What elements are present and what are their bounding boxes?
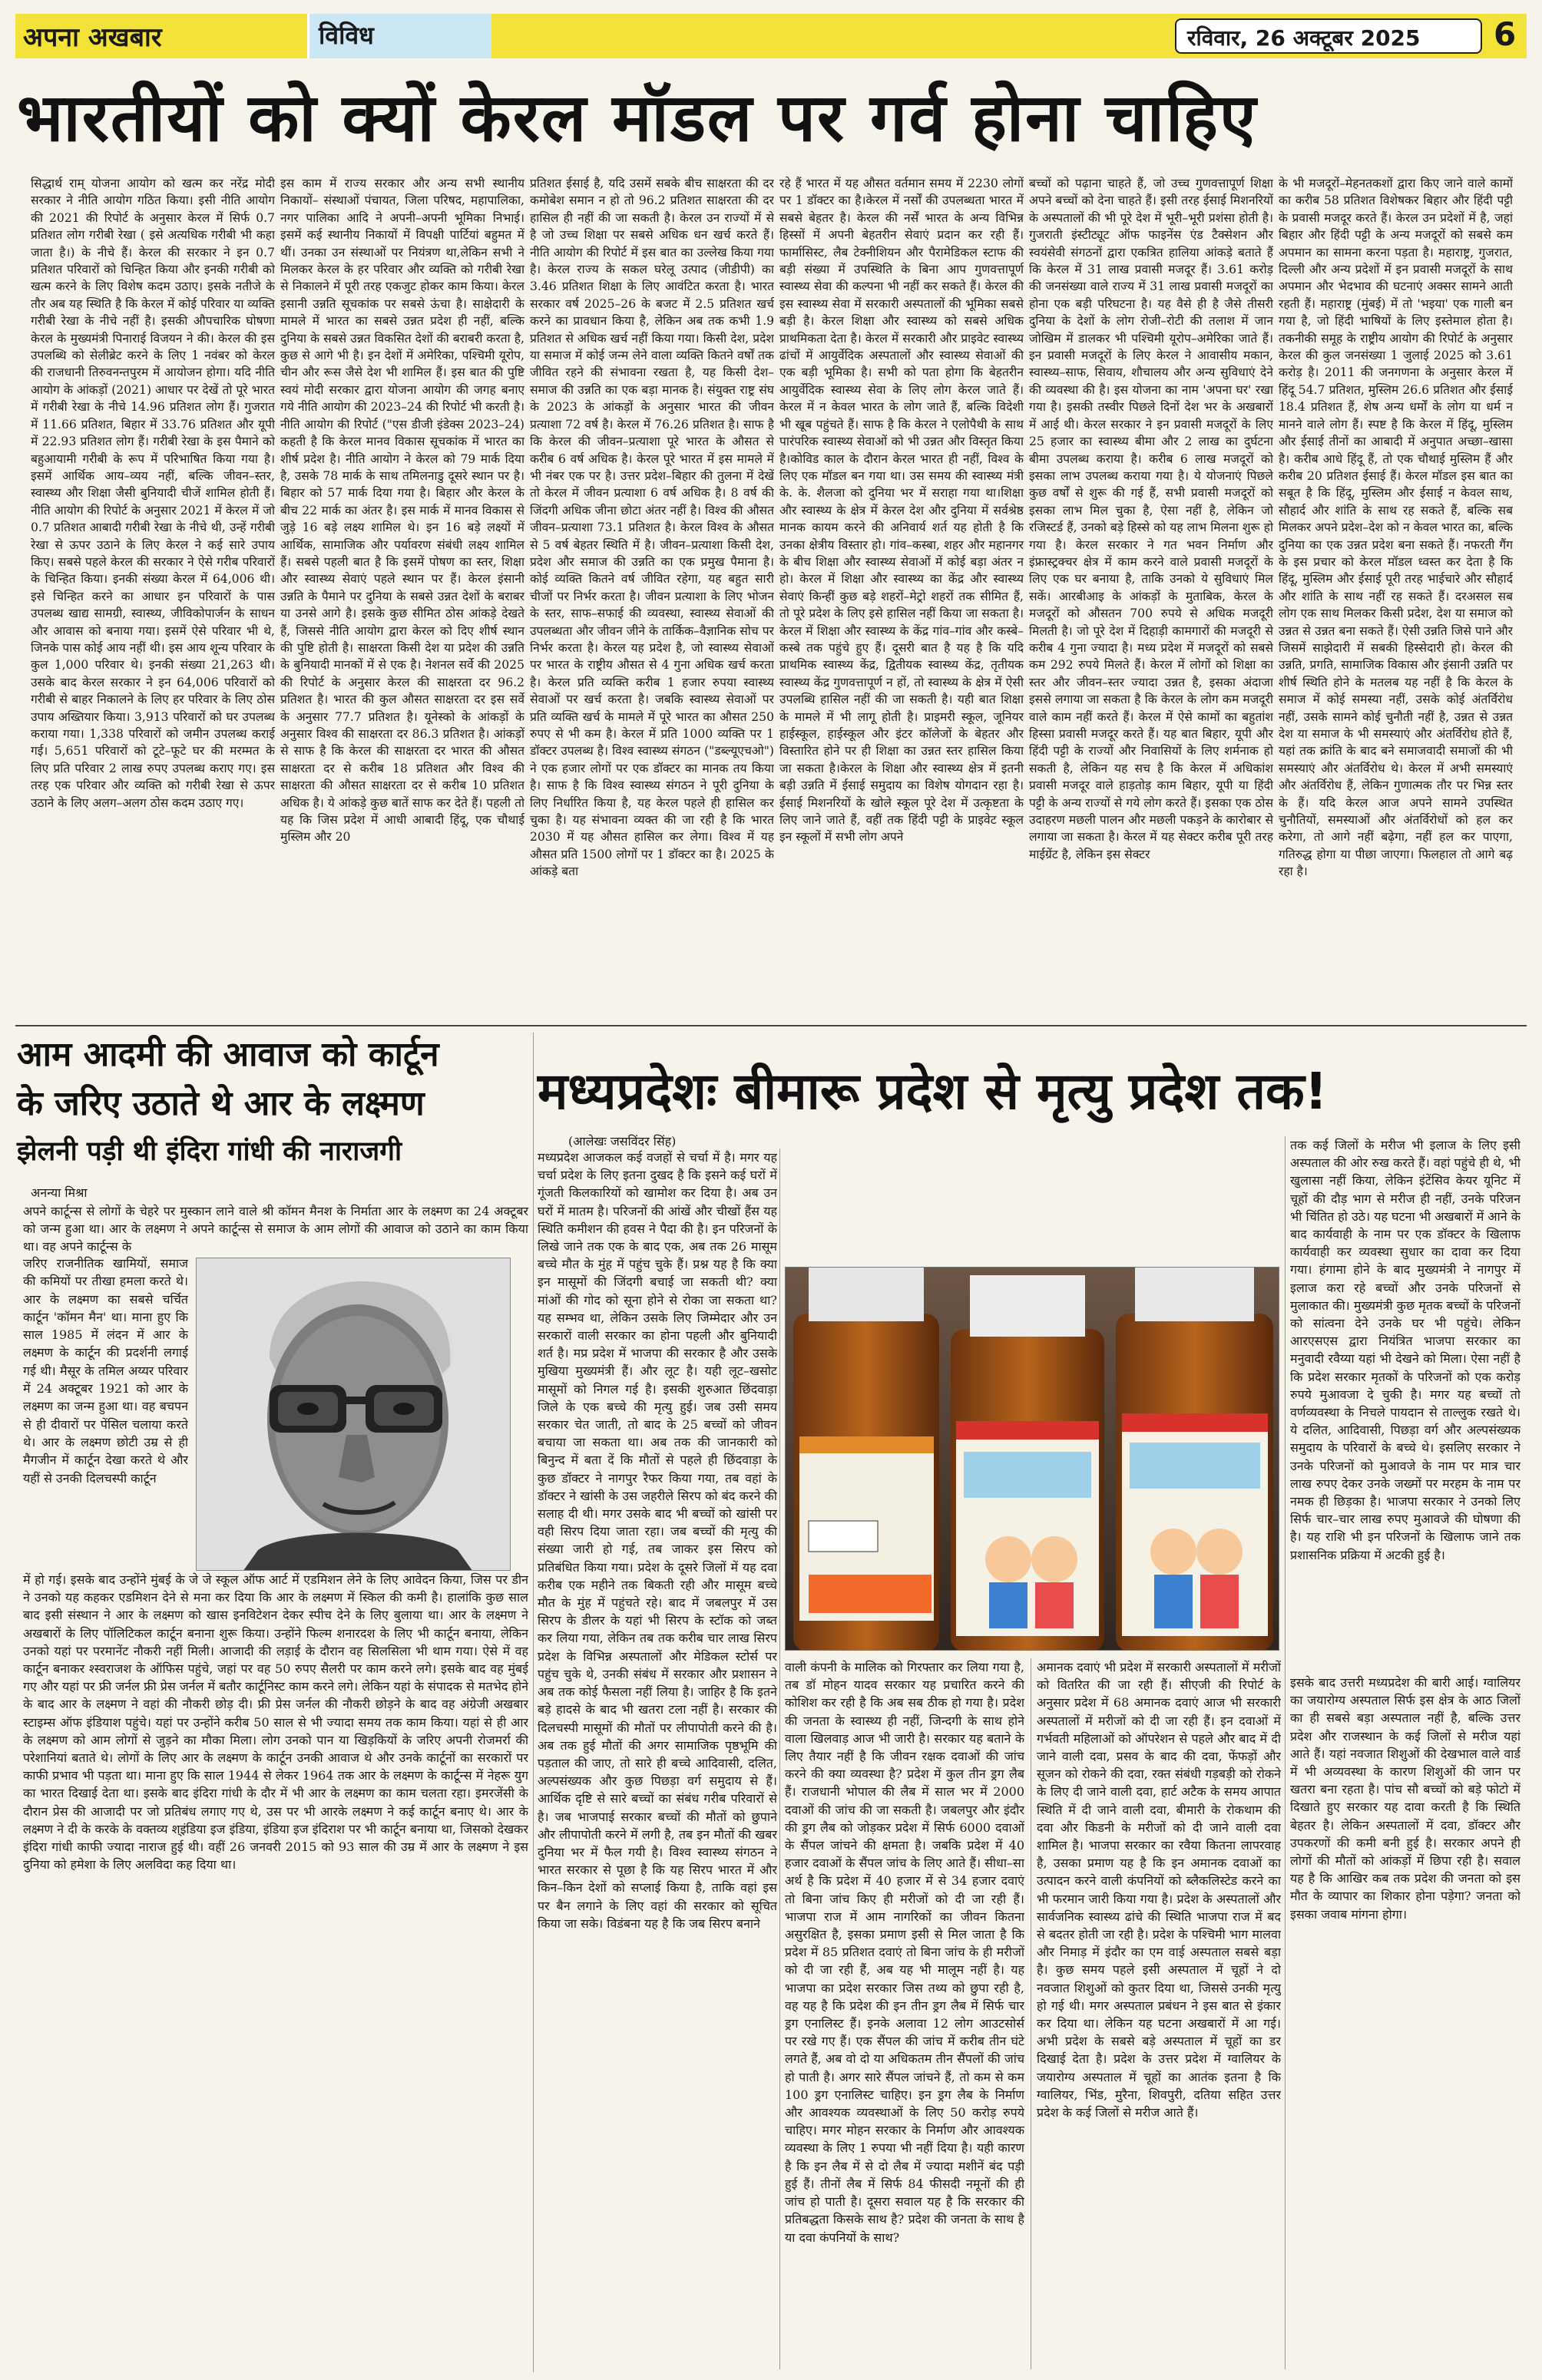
- story3-column-5: इसके बाद उत्तरी मध्यप्रदेश की बारी आई। ग्वालियर का जयारोग्य अस्पताल सिर्फ इस क्षेत्र के आठ जिलों का ही सबसे बड़ा अस्पताल नहीं है, बल्कि उत्तर प्रदेश और राजस्थान के कई जिलों से मरीज यहां आते हैं। यहां नवजात शिशुओं की देखभाल वाले वार्ड में भी अव्यवस्था के कारण शिशुओं की जान पर खतरा बना रहता है। पांच सौ बच्चों को बड़े फोटो में दिखाते हुए सरकार यह दावा करती है कि स्थिति बेहतर है। लेकिन अस्पतालों में दवा, डॉक्टर और उपकरणों की कमी बनी हुई है। सरकार अपने ही लोगों की मौतों को आंकड़ों में छिपा रही है। सवाल यह है कि आखिर कब तक प्रदेश की जनता को इस मौत के व्यापार का शिकार होना पड़ेगा? जनता को इसका जवाब मांगना होगा।: [1290, 1675, 1520, 1922]
- rk-laxman-portrait: [196, 1258, 511, 1571]
- cough-syrup-bottles-photo: [785, 1267, 1279, 1651]
- story2-subheadline: झेलनी पड़ी थी इंदिरा गांधी की नाराजगी: [17, 1136, 402, 1167]
- section-label: विविध: [319, 21, 374, 50]
- section-divider: [15, 1025, 1527, 1026]
- story1-column-2: इस काम में राज्य सरकार और अन्य सभी स्थानीय निकायों– संस्थाओं पंचायत, जिला परिषद, महापालिका, नगर पालिका आदि ने अपनी–अपनी भूमिका निभाई। इसमें कई स्थानीय निकायों में विपक्षी पार्टियां बहुमत में थीं। उनका उन संस्थाओं पर नियंत्रण था,लेकिन सभी ने मिलकर केरल के हर परिवार और व्यक्ति को गरीबी रेखा से निकालने में पूरी तरह एकजुट होकर काम किया। केरल इसानी उन्नति सूचकांक पर सबसे ऊंचा है। साक्षेदारी के मामले में भारत का सबसे उन्नत प्रदेश ही नहीं, बल्कि दुनिया के सबसे उन्नत विकसित देशों की बराबरी करता है, कुछ से आगे भी है। इन देशों में अमेरिका, पश्चिमी यूरोप, चीन और रूस जैसे देश भी शामिल हैं। इस बात की पुष्टि स्वयं मोदी सरकार द्वारा योजना आयोग की जगह बनाए गये नीति आयोग की 2023–24 की रिपोर्ट भी करती है। नीति आयोग की रिपोर्ट ("एस डीजी इंडेक्स 2023–24) कहती है कि केरल मानव विकास सूचकांक में भारत का शीर्ष प्रदेश है। नीति आयोग ने केरल को 79 मार्क दिया है, उसके 78 मार्क के साथ तमिलनाडु दूसरे स्थान पर है। बिहार को 57 मार्क दिया गया है। बिहार और केरल के बीच 22 मार्क का अंतर है। इस मार्क में मानव विकास से जुड़े 16 बड़े लक्ष्य शामिल थे। इन 16 बड़े लक्ष्यों में आर्थिक, सामाजिक और पर्यावरण संबंधी लक्ष्य शामिल हैं। सबसे पहली बात है कि इसमें पोषण का स्तर, शिक्षा और स्वास्थ्य सेवाएं पहले स्थान पर हैं। केरल इंसानी उन्नति के पैमाने पर दुनिया के सबसे उन्नत देशों के बराबर या उनसे आगे है। इसके कुछ सीमित ठोस आंकड़े देखते हैं, जिससे नीति आयोग द्वारा केरल को दिए शीर्ष स्थान की पुष्टि होती है। साक्षरता किसी देश या प्रदेश की उन्नति के बुनियादी मानकों में से एक है। नेशनल सर्वे की 2025 की रिपोर्ट के अनुसार केरल की साक्षरता दर 96.2 प्रतिशत है। भारत की कुल औसत साक्षरता दर इस सर्वे के अनुसार 77.7 प्रतिशत है। यूनेस्को के आंकड़ों के अनुसार विश्व की साक्षरता दर 86.3 प्रतिशत है। आंकड़ों से साफ है कि केरल की साक्षरता दर भारत की औसत साक्षरता दर से करीब 18 प्रतिशत और विश्व की साक्षरता की औसत साक्षरता दर से करीब 10 प्रतिशत अधिक है। ये आंकड़े कुछ बातें साफ कर देते हैं। पहली तो यह कि जिस प्रदेश में आधी आबादी हिंदू, एक चौथाई मुस्लिम और 20: [280, 177, 524, 845]
- story1-column-6: के भी मजदूरों–मेहनतकशों द्वारा किए जाने वाले कामों का करीब 58 प्रतिशत विशेषकर बिहार और हिंदी पट्टी के प्रवासी मजदूर करते हैं। केरल उन प्रदेशों में है, जहां बिहार और हिंदी पट्टी के अन्य मजदूरों को सबसे कम अपमान का सामना करना पड़ता है। महाराष्ट्र, गुजरात, दिल्ली और अन्य प्रदेशों में इन प्रवासी मजदूरों के साथ अपमान और भेदभाव की घटनाएं अक्सर सामने आती रहती हैं। महाराष्ट्र (मुंबई) में तो 'भइया' एक गाली बन गया है, जो हिंदी भाषियों के लिए इस्तेमाल होता है। तकनीकी समूह के राष्ट्रीय आयोग की रिपोर्ट के अनुसार केरल की कुल जनसंख्या 1 जुलाई 2025 को 3.61 करोड़ है। 2011 की जनगणना के अनुसार केरल में हिंदू 54.7 प्रतिशत, मुस्लिम 26.6 प्रतिशत और ईसाई 18.4 प्रतिशत हैं, शेष अन्य धर्मों के लोग या धर्म न मानने वाले लोग हैं। स्पष्ट है कि केरल में हिंदू, मुस्लिम और ईसाई तीनों का आबादी में अनुपात अच्छा–खासा है। करीब आधे हिंदू हैं, तो एक चौथाई मुस्लिम हैं और करीब 20 प्रतिशत ईसाई हैं। केरल मॉडल इस बात का सबूत है कि हिंदू, मुस्लिम और ईसाई न केवल साथ, सौहार्द और शांति के साथ रह सकते हैं, बल्कि सब मिलकर अपने प्रदेश–देश को न केवल भारत का, बल्कि दुनिया का एक उन्नत प्रदेश बना सकते हैं। नफरती गैंग के इस प्रचार को केरल मॉडल ध्वस्त कर देता है कि हिंदू, मुस्लिम और ईसाई पूरी तरह भाईचारे और सौहार्द और शांति के साथ नहीं रह सकते हैं। दरअसल सब लोग एक साथ मिलकर किसी प्रदेश, देश या समाज को उन्नत से उन्नत बना सकते हैं। ऐसी उन्नति जिसे पाने और जिसमें साझेदारी में सबकी हिस्सेदारी हो। केरल की उन्नति, प्रगति, सामाजिक विकास और इंसानी उन्नति पर शीर्ष स्थिति होने के मतलब यह नहीं है कि केरल के समाज में कोई समस्या नहीं, उसके कोई अंतर्विरोध नहीं, उसके सामने कोई चुनौती नहीं है, उन्नत से उन्नत देश या समाज के भी समस्याएं और अंतर्विरोध होते हैं, यहां तक क्रांति के बाद बने समाजवादी समाजों की भी समस्याएं और अंतर्विरोध थे। केरल में अभी समस्याएं और अंतर्विरोध हैं, लेकिन गुणात्मक तौर पर भिन्न स्तर के हैं। यदि केरल आज अपने सामने उपस्थित चुनौतियों, समस्याओं और अंतर्विरोधों को हल कर करेगा, तो आगे नहीं बढ़ेगा, नहीं हल कर पाएगा, गतिरुद्ध होगा या पीछा जाएगा। फिलहाल तो आगे बढ़ रहा है।: [1279, 177, 1513, 879]
- page-number: 6: [1494, 15, 1517, 53]
- story1-columns: [31, 175, 1517, 1020]
- column-divider: [1285, 1136, 1286, 2369]
- column-divider: [533, 1033, 534, 2372]
- story2-headline-line1: आम आदमी की आवाज को कार्टून: [17, 1035, 439, 1074]
- newspaper-brand: अपना अखबार: [23, 22, 162, 53]
- story2-left-column: जरिए राजनीतिक खामियों, समाज की कमियों पर तीखा हमला करते थे। आर के लक्ष्मण का सबसे चर्चित कार्टून 'कॉमन मैन' था। माना हुए कि साल 1985 में लंदन में आर के लक्ष्मण के कार्टून की प्रदर्शनी लगाई गई थी। मैसूर के तमिल अय्यर परिवार में 24 अक्टूबर 1921 को आर के लक्ष्मण का जन्म हुआ था। वह बचपन से ही दीवारों पर पेंसिल चलाया करते थे। आर के लक्ष्मण छोटी उम्र से ही मैगजीन में कार्टून देखा करते थे और यहीं से उनकी दिलचस्पी कार्टून: [23, 1256, 188, 1486]
- story1-column-3: प्रतिशत ईसाई है, यदि उसमें सबके बीच साक्षरता की दर कमोबेश समान न हो तो 96.2 प्रतिशत साक्षरता की दर हासिल ही नहीं की जा सकती है। केरल उन राज्यों में से है जो उच्च शिक्षा पर सबसे अधिक धन खर्च करते हैं। नीति आयोग की रिपोर्ट में इस बात का उल्लेख किया गया है। केरल राज्य के सकल घरेलू उत्पाद (जीडीपी) का 3.46 प्रतिशत शिक्षा के लिए आवंटित करता है। भारत सरकार वर्ष 2025–26 के बजट में 2.5 प्रतिशत खर्च करने का प्रावधान किया है, लेकिन अब तक कभी 1.9 प्रतिशत से अधिक खर्च नहीं किया गया। किसी देश, प्रदेश या समाज में कोई जन्म लेने वाला व्यक्ति कितने वर्षों तक जीवित रहने की संभावना रखता है, यह किसी देश–समाज की उन्नति का एक बड़ा मानक है। संयुक्त राष्ट्र संघ के 2023 के आंकड़ों के अनुसार भारत की जीवन प्रत्याशा 72 वर्ष है। केरल में 76.26 प्रतिशत है। साफ है कि केरल की जीवन–प्रत्याशा पूरे भारत के औसत से करीब 6 वर्ष अधिक है। केरल पूरे भारत में इस मामले में भी नंबर एक पर है। उत्तर प्रदेश–बिहार की तुलना में देखें तो केरल में जीवन प्रत्याशा 6 वर्ष अधिक है। 8 वर्ष की जिंदगी अधिक जीना छोटा अंतर नहीं है। विश्व की औसत जीवन–प्रत्याशा 73.1 प्रतिशत है। केरल विश्व के औसत से 5 वर्ष बेहतर स्थिति में है। जीवन–प्रत्याशा किसी देश, प्रदेश और समाज की उन्नति का एक प्रमुख पैमाना है। कोई व्यक्ति कितने वर्ष जीवित रहेगा, यह बहुत सारी चीजों पर निर्भर करता है। जीवन प्रत्याशा के लिए भोजन के स्तर, साफ–सफाई की व्यवस्था, स्वास्थ्य सेवाओं की उपलब्धता और जीवन जीने के तार्किक–वैज्ञानिक सोच पर निर्भर करता है। केरल यह प्रदेश है, जो स्वास्थ्य सेवाओं पर भारत के राष्ट्रीय औसत से 4 गुना अधिक खर्च करता है। केरल प्रति व्यक्ति करीब 1 हजार रुपया स्वास्थ्य सेवाओं पर खर्च करता है। जबकि स्वास्थ्य सेवाओं पर प्रति व्यक्ति खर्च के मामले में पूरे भारत का औसत 250 रुपए से भी कम है। केरल में प्रति 1000 व्यक्ति पर 1 डॉक्टर उपलब्ध है। विश्व स्वास्थ्य संगठन ("डब्ल्यूएचओ") ने एक हजार लोगों पर एक डॉक्टर का मानक तय किया है। साफ है कि विश्व स्वास्थ्य संगठन ने पूरी दुनिया के लिए निर्धारित किया है, यह केरल पहले ही हासिल कर चुका है। यह संभावना व्यक्त की जा रही है कि भारत 2030 में यह औसत हासिल कर लेगा। विश्व में यह औसत प्रति 1500 लोगों पर 1 डॉक्टर का है। 2025 के आंकड़े बता: [530, 177, 774, 879]
- story2-header: [17, 1033, 531, 1169]
- story3-column-2: वाली कंपनी के मालिक को गिरफ्तार कर लिया गया है, तब डॉ मोहन यादव सरकार यह प्रचारित करने की कोशिश कर रही है कि अब सब ठीक हो गया है। प्रदेश की जनता के स्वास्थ्य ही नहीं, जिन्दगी के साथ होने वाला खिलवाड़ आज भी जारी है। सरकार यह बताने के लिए तैयार नहीं है कि जीवन रक्षक दवाओं की जांच करने की क्या व्यवस्था है? प्रदेश में कुल तीन ड्रग लैब हैं। राजधानी भोपाल की लैब में साल भर में 2000 दवाओं की जांच की जा सकती है। जबलपुर और इंदौर की ड्रग लैब को जोड़कर प्रदेश में सिर्फ 6000 दवाओं के सैंपल जांचने की क्षमता है। जबकि प्रदेश में 40 हजार दवाओं के सैंपल जांच के लिए आते हैं। सीधा–सा अर्थ है कि प्रदेश में 40 हजार में से 34 हजार दवाएं तो बिना जांच किए ही मरीजों को दी जा रही हैं। भाजपा राज में आम नागरिकों का जीवन कितना असुरक्षित है, इसका प्रमाण इसी से मिल जाता है कि प्रदेश में 85 प्रतिशत दवाएं तो बिना जांच के ही मरीजों को दी जा रही हैं, अब यह भी मालूम नहीं है। यह भाजपा का प्रदेश सरकार जिस तथ्य को छुपा रही है, वह यह है कि प्रदेश की इन तीन ड्रग लैब में सिर्फ चार ड्रग एनालिस्ट हैं। इनके अलावा 12 लोग आउटसोर्स पर रखे गए हैं। एक सैंपल की जांच में करीब तीन घंटे लगते हैं, अब वो दो या अधिकतम तीन सैंपलों की जांच हो पाती है। अगर सारे सैंपल जांचने हैं, तो कम से कम 100 ड्रग एनालिस्ट चाहिए। इन ड्रग लैब के निर्माण और आवश्यक व्यवस्थाओं के लिए 50 करोड़ रुपये चाहिए। मगर मोहन सरकार के निर्माण और आवश्यक व्यवस्था के लिए 1 रुपया भी नहीं दिया है। यही कारण है कि इन लैब में से दो लैब में ज्यादा मशीनें बंद पड़ी हुई हैं। तीनों लैब में सिर्फ 84 फीसदी नमूनों की ही जांच हो पाती है। दूसरा सवाल यह है कि सरकार की प्रतिबद्धता किसके साथ है? प्रदेश की जनता के साथ है या दवा कंपनियों के साथ?: [785, 1660, 1024, 2245]
- story1-headline: भारतीयों को क्यों केरल मॉडल पर गर्व होना चाहिए: [17, 80, 1258, 155]
- story1-column-4: रहे हैं भारत में यह औसत वर्तमान समय में 2230 लोगों पर 1 डॉक्टर का है।केरल में नर्सों की उपलब्धता भारत में सबसे बेहतर है। केरल की नर्सें भारत के अन्य विभिन्न हिस्सों में अपनी बेहतरीन सेवाएं प्रदान कर रही हैं। फार्मासिस्ट, लैब टेक्नीशियन और पैरामेडिकल स्टाफ की बड़ी संख्या में उपस्थिति के बिना आप गुणवत्तापूर्ण स्वास्थ्य सेवा की कल्पना भी नहीं कर सकते हैं। केरल की इस स्वास्थ्य सेवा में सरकारी अस्पतालों की भूमिका सबसे बड़ी है। केरल शिक्षा और स्वास्थ्य को सबसे अधिक प्राथमिकता देता है। केरल में सरकारी और प्राइवेट स्वास्थ्य ढांचों में आयुर्वेदिक अस्पतालों और स्वास्थ्य सेवाओं की एक बड़ी भूमिका है। सभी को पता होगा कि बेहतरीन आयुर्वेदिक स्वास्थ्य सेवा के लिए लोग केरल जाते हैं। केरल में न केवल भारत के लोग जाते हैं, बल्कि विदेशी भी खूब पहुंचते हैं। साफ है कि केरल ने एलोपैथी के साथ पारंपरिक स्वास्थ्य सेवाओं को भी उन्नत और विस्तृत किया है।कोविड काल के दौरान केरल भारत ही नहीं, विश्व के लिए एक मॉडल बन गया था। उस समय की स्वास्थ्य मंत्री के. के. शैलजा को दुनिया भर में सराहा गया था।शिक्षा और स्वास्थ्य के क्षेत्र में केरल देश और दुनिया में सर्वश्रेष्ठ मानक कायम करने की अनिवार्य शर्त यह होती है कि उनका क्षेत्रीय विस्तार हो। गांव–कस्बा, शहर और महानगर के बीच शिक्षा और स्वास्थ्य सेवाओं में कोई बड़ा अंतर न हो। केरल में शिक्षा और स्वास्थ्य का केंद्र और स्वास्थ्य सेवाएं किन्हीं कुछ बड़े शहरों–मेट्रो शहरों तक सीमित हैं, तो पूरे प्रदेश के लिए इसे हासिल नहीं किया जा सकता है। केरल में शिक्षा और स्वास्थ्य के केंद्र गांव–गांव और कस्बे–कस्बे तक पहुंचे हुए हैं। दूसरी बात है यह है कि यदि प्राथमिक स्वास्थ्य केंद्र, द्वितीयक स्वास्थ्य केंद्र, तृतीयक स्वास्थ्य केंद्र गुणवत्तापूर्ण न हों, तो स्वास्थ्य के क्षेत्र में ऐसी उपलब्धि हासिल नहीं की जा सकती है। यही बात शिक्षा के मामले में भी लागू होती है। प्राइमरी स्कूल, जूनियर हाईस्कूल, हाईस्कूल और इंटर कॉलेजों के बेहतर और विस्तारित होने पर ही शिक्षा का उन्नत स्तर हासिल किया जा सकता है।केरल के शिक्षा और स्वास्थ्य क्षेत्र में इतनी बड़ी उन्नति में ईसाई समुदाय का विशेष योगदान रहा है। ईसाई मिशनरियों के खोले स्कूल पूरे देश में उत्कृष्टता के लिए जाने जाते हैं, वहीं तक हिंदी पट्टी के प्राइवेट स्कूल इन स्कूलों में सभी लोग अपने: [779, 177, 1024, 845]
- syrup-bottles-illustration: [786, 1268, 1279, 1651]
- story2-body: में हो गई। इसके बाद उन्होंने मुंबई के जे जे स्कूल ऑफ आर्ट में एडमिशन लेने के लिए आवेदन किया, जिस पर डीन ने उनको यह कहकर एडमिशन देने से मना कर दिया कि आर के लक्ष्मण में स्किल की कमी है। हालांकि कुछ साल बाद इसी संस्थान ने आर के लक्ष्मण को खास इनविटेशन देकर स्पीच देने के लिए बुलाया था। आर के लक्ष्मण ने अखबारों के लिए पॉलिटिकल कार्टून बनाना शुरू किया। उन्होंने फिल्म शनारदश के लिए भी कार्टून बनाया, लेकिन उनको यहां पर परमानेंट नौकरी नहीं मिली। आजादी की लड़ाई के दौरान वह सिलसिला भी थाम गया। ऐसे में वह कार्टून बनाकर श्स्वराजश के ऑफिस पहुंचे, जहां पर वह 50 रुपए सैलरी पर काम करने लगे। इसके बाद वह मुंबई गए और यहां पर फ्री जर्नल फ्री प्रेस जर्नल में बतौर कार्टूनिस्ट काम करने लगे। लेकिन यहां के संपादक से मतभेद होने के बाद आर के लक्ष्मण ने वहां की नौकरी छोड़ दी। फ्री प्रेस जर्नल की नौकरी छोड़ने के बाद वह अंग्रेजी अखबार स्टाइम्स ऑफ इंडियाश पहुंचे। यहां पर उन्होंने करीब 50 साल से भी ज्यादा समय तक काम किया। यहां से ही आर के लक्ष्मण को आम लोगों से जुड़ने का मौका मिला। लोग उनको पान या खिड़कियों के जरिए अपनी रोजमर्रा की परेशानियां बताते थे। लोगों के लिए आर के लक्ष्मण के कार्टून उनकी आवाज थे और उनके कार्टूनों का सरकारों पर काफी प्रभाव भी पड़ता था। माना हुए कि साल 1944 से लेकर 1964 तक आर के लक्ष्मण के कार्टून्स में नेहरू युग का भारत दिखाई देता था। इसके बाद इंदिरा गांधी के दौर में भी आर के लक्ष्मण का काम चलता रहा। इमरजेंसी के दौरान प्रेस की आजादी पर जो प्रतिबंध लगाए गए थे, उस पर भी आरके लक्ष्मण ने कई कार्टून बनाए थे। आर के लक्ष्मण ने दी के करके के वक्तव्य श्इंडिया इज इंडिया, इंडिया इज इंदिराश पर भी कार्टून बनाया था, जिसको देखकर इंदिरा गांधी काफी ज्यादा नाराज हुई थी। वहीं 26 जनवरी 2015 को 93 साल की उम्र में आर के लक्ष्मण ने इस दुनिया को हमेशा के लिए अलविदा कह दिया था।: [23, 1572, 528, 1873]
- date-box: [1175, 18, 1482, 54]
- column-divider: [779, 1149, 780, 2369]
- story2-headline-line2: के जरिए उठाते थे आर के लक्ष्मण: [17, 1084, 425, 1123]
- issue-date: रविवार, 26 अक्टूबर 2025: [1187, 25, 1421, 51]
- story3-column-4: तक कई जिलों के मरीज भी इलाज के लिए इसी अस्पताल की ओर रुख करते हैं। वहां पहुंचे ही थे, भी खुलासा नहीं किया, लेकिन इंटेंसिव केयर यूनिट में चूहों की दौड़ भाग से मरीज ही नहीं, उनके परिजन भी चिंतित हो उठे। यह घटना भी अखबारों में आने के बाद कार्यवाही के नाम पर एक डॉक्टर के खिलाफ कार्यवाही कर व्यवस्था सुधार का दावा कर दिया गया। हंगामा होने के बाद मुख्यमंत्री ने नागपुर में इलाज करा रहे बच्चों और उनके परिजनों से मुलाकात की। मुख्यमंत्री कुछ मृतक बच्चों के परिजनों को सांत्वना देने उनके घर भी पहुंचे। लेकिन आरएसएस द्वारा नियंत्रित भाजपा सरकार का मनुवादी रवैय्या यहां भी देखने को मिला। ऐसा नहीं है कि प्रदेश सरकार मृतकों के परिजनों को एक करोड़ रुपये मुआवजा दे चुकी है। मगर यह बच्चों तो वर्णव्यवस्था के निचले पायदान से ताल्लुक रखते थे। ये दलित, आदिवासी, पिछड़ा वर्ग और अल्पसंख्यक समुदाय के परिवारों के बच्चे थे। इसलिए सरकार ने उनके परिजनों को मुआवजे के नाम पर मात्र चार लाख रुपए देकर उनके जख्मों पर मरहम के नाम पर नमक ही छिड़का है। भाजपा सरकार ने उनको लिए सिर्फ चार–चार लाख रुपए मुआवजे की घोषणा की है। यह राशि भी इन परिजनों के खिलाफ जाने तक प्रशासनिक प्रक्रिया में अटकी हुई है।: [1290, 1138, 1520, 1562]
- section-label-box: [307, 14, 491, 58]
- masthead-bar: [15, 14, 1527, 58]
- story3-byline: (आलेखः जसविंदर सिंह): [568, 1134, 677, 1149]
- story1-column-5: बच्चों को पढ़ाना चाहते हैं, जो उच्च गुणवत्तापूर्ण शिक्षा अपने बच्चों को देना चाहते हैं। इसी तरह ईसाई मिशनरियों के अस्पतालों की भी पूरे देश में भूरी–भूरी प्रशंसा होती है।गुजराती इंस्टीट्यूट ऑफ फाइनेंस एंड टैक्सेशन और स्वयंसेवी संगठनों द्वारा एकत्रित हालिया आंकड़े बताते हैं कि केरल में 31 लाख प्रवासी मजदूर हैं। 3.61 करोड़ की जनसंख्या वाले राज्य में 31 लाख प्रवासी मजदूरों का होना एक बड़ी परिघटना है। यह वैसे ही है जैसे तीसरी दुनिया के देशों के लोग रोजी–रोटी की तलाश में जान जोखिम में डालकर भी पश्चिमी यूरोप–अमेरिका जाते हैं।इन प्रवासी मजदूरों के लिए केरल ने आवासीय मकान, स्वास्थ्य–साफ, सिवाय, शौचालय और अन्य सुविधाएं देने की व्यवस्था की है। इस योजना का नाम 'अपना घर' रखा गया है। इसकी तस्वीर पिछले दिनों देश भर के अखबारों में आई थी। केरल सरकार ने इन प्रवासी मजदूरों के लिए 25 हजार का स्वास्थ्य बीमा और 2 लाख का दुर्घटना बीमा उपलब्ध कराया है। करीब 6 लाख मजदूरों को इसका लाभ उपलब्ध कराया गया है। ये योजनाएं पिछले कुछ वर्षों से शुरू की गई हैं, सभी प्रवासी मजदूरों को इसका लाभ मिल चुका है, ऐसा नहीं है, लेकिन जो रजिस्टर्ड हैं, उनको बड़े हिस्से को यह लाभ मिलना शुरू हो गया है। केरल सरकार ने गत भवन निर्माण और इंफ्रास्ट्रक्चर क्षेत्र में काम करने वाले प्रवासी मजदूरों के लिए एक घर बनाया है, ताकि उनको ये सुविधाएं मिल सकें। आरबीआइ के आंकड़ों के मुताबिक, केरल के मजदूरों को औसतन 700 रुपये से अधिक मजदूरी मिलती है। जो पूरे देश में दिहाड़ी कामगारों की मजदूरी से करीब 4 गुना ज्यादा है। मध्य प्रदेश में मजदूरों को सबसे कम 292 रुपये मिलते हैं। केरल में लोगों को शिक्षा का स्तर और जीवन–स्तर ज्यादा उन्नत है, इसका अंदाजा इससे लगाया जा सकता है कि केरल के लोग कम मजदूरी वाले काम नहीं करते हैं। केरल में ऐसे कामों का बहुतांश हिस्सा प्रवासी मजदूर करते हैं। यह बात बिहार, यूपी और हिंदी पट्टी के राज्यों और निवासियों के लिए शर्मनाक हो सकती है, लेकिन यह सच है कि केरल में अधिकांश प्रवासी मजदूर वाले हाड़तोड़ काम बिहार, यूपी या हिंदी पट्टी के अन्य राज्यों से गये लोग करते हैं। इसका एक ठोस उदाहरण मछली पालन और मछली पकड़ने के कारोबार से लगाया जा सकता है। केरल में यह सेक्टर करीब पूरी तरह माईग्रेंट है, लेकिन इस सेक्टर: [1029, 177, 1273, 861]
- story2-byline: अनन्या मिश्रा: [31, 1185, 88, 1200]
- story3-column-1: मध्यप्रदेश आजकल कई वजहों से चर्चा में है। मगर यह चर्चा प्रदेश के लिए इतना दुखद है कि इसने कई घरों में गूंजती किलकारियों को खामोश कर दिया है। अब उन घरों में मातम है। परिजनों की आंखें और चीखों हैंस यह स्थिति कमीशन की हवस ने पैदा की है। इन परिजनों के लिखे जाने तक एक के बाद एक, अब तक 26 मासूम बच्चे मौत के मुंह में पहुंच चुके हैं। प्रश्न यह है कि क्या इन मासूमों की जिंदगी बचाई जा सकती थी? क्या मांओं की गोद को सूना होने से रोका जा सकता था? यह सम्भव था, लेकिन उसके लिए जिम्मेदार और उन सरकारों वाली सरकार का होना पहली और बुनियादी शर्त है। मप्र प्रदेश में भाजपा की सरकार है और उसके मुखिया मुख्यमंत्री हैं। और लूट है। यही लूट–खसोट मासूमों को निगल गई है। इसकी शुरुआत छिंदवाड़ा जिले के एक बच्चे की मृत्यु हुई। जब उसी समय सरकार चेत जाती, तो बाद के 25 बच्चों को जीवन बचाया जा सकता था। अब तक की जानकारी को बिनुन्द में बता दें कि मौतों से पहले ही छिंदवाड़ा के कुछ डॉक्टर ने नागपुर रैफर किया गया, तब वहां के डॉक्टर ने खांसी के उस जहरीले सिरप को बंद करने की सलाह दी थी। मगर उसके बाद भी बच्चों को खांसी पर वही सिरप दिया जाता रहा। जब बच्चों की मृत्यु की संख्या जारी हो गई, तब जाकर इस सिरप को प्रतिबंधित किया गया। प्रदेश के दूसरे जिलों में यह दवा करीब एक महीने तक बिकती रही और मासूम बच्चे मौत के मुंह में पहुंचते रहे। बाद में जबलपुर में उस सिरप के डीलर के यहां भी सिरप के स्टॉक को जब्त कर लिया गया, लेकिन तब तक करीब चार लाख सिरप प्रदेश के विभिन्न अस्पतालों और मेडिकल स्टोर्स पर पहुंच चुके थे, उनकी संबंध में सरकार और प्रशासन ने अब तक कोई फैसला नहीं लिया है। जाहिर है कि इतने बड़े हादसे के बाद भी खतरा टला नहीं है। सरकार की दिलचस्पी मासूमों की मौतों पर लीपापोती करने की है। अब तक हुई मौतों की अगर सामाजिक पृष्ठभूमि की पड़ताल की जाए, तो सारे ही बच्चे आदिवासी, दलित, अल्पसंख्यक और कुछ पिछड़ा वर्ग समुदाय से हैं। आर्थिक दृष्टि से सारे बच्चों का संबंध गरीब परिवारों से है। जब भाजपाई सरकार बच्चों की मौतों को छुपाने और लीपापोती करने में लगी है, तब इन मौतों की खबर दुनिया भर में फैल गयी है। विश्व स्वास्थ्य संगठन ने भारत सरकार से पूछा है कि यह सिरप भारत में और किन–किन देशों को सप्लाई किया है, ताकि वहां इस पर बैन लगाने के लिए वहां की सरकार को सूचित किया जा सके। विडंबना यह है कि जब सिरप बनाने: [538, 1150, 777, 1931]
- portrait-illustration: [197, 1258, 511, 1571]
- story1-column-1: सिद्धार्थ राम् योजना आयोग को खत्म कर नरेंद्र मोदी सरकार ने नीति आयोग गठित किया। इसी नीति आयोग की 2021 की रिपोर्ट के अनुसार केरल में सिर्फ 0.7 प्रतिशत लोग गरीबी रेखा ( इसे अत्यधिक गरीबी भी कहा जाता है।) के नीचे हैं। केरल की सरकार ने इन 0.7 प्रतिशत परिवारों को चिन्हित किया और इनकी गरीबी को खत्म करने के लिए विशेष कदम उठाए। इसके नतीजे के तौर अब यह स्थिति है कि केरल में कोई परिवार या व्यक्ति गरीबी रेखा के नीचे नहीं है। इसकी औपचारिक घोषणा केरल के मुख्यमंत्री पिनाराई विजयन ने की। केरल की इस उपलब्धि को सेलीब्रेट करने के लिए 1 नवंबर को केरल की राजधानी तिरुवनन्तपुरम में आयोजन होगा। यदि नीति आयोग के आंकड़ों (2021) आधार पर देखें तो पूरे भारत में गरीबी रेखा के नीचे 14.96 प्रतिशत लोग हैं। गुजरात में 11.66 प्रतिशत, बिहार में 33.76 प्रतिशत और यूपी में 22.93 प्रतिशत लोग हैं। गरीबी रेखा के इस पैमाने को बहुआयामी गरीबी के रूप में परिभाषित किया गया है। इसमें आर्थिक आय–व्यय नहीं, बल्कि जीवन–स्तर, स्वास्थ्य और शिक्षा जैसी बुनियादी चीजें शामिल होती हैं। नीति आयोग की रिपोर्ट के अनुसार 2021 में केरल में जो 0.7 प्रतिशत आबादी गरीबी रेखा के नीचे थी, उन्हें गरीबी रेखा से ऊपर उठाने के लिए केरल ने कई सारे उपाय किए। सबसे पहले केरल की सरकार ने ऐसे गरीब परिवारों के चिन्हित किया। इनकी संख्या केरल में 64,006 थी। इसे चिन्हित करने का आधार इन परिवारों के पास उपलब्ध खाद्य सामग्री, स्वास्थ्य, जीविकोपार्जन के साधन और आवास को बनाया गया। इसमें ऐसे परिवार भी थे, जिनके पास कोई आय नहीं थी। इस आय शून्य परिवार के कुल 1,000 परिवार थे। इनकी संख्या 21,263 थी। उसके बाद केरल सरकार ने इन 64,006 परिवारों को गरीबी से बाहर निकालने के लिए हर परिवार के लिए ठोस उपाय अख्तियार किया। 3,913 परिवारों को घर उपलब्ध कराया गया। 1,338 परिवारों को जमीन उपलब्ध कराई गई। 5,651 परिवारों को टूटे–फूटे घर की मरम्मत के लिए प्रति परिवार 2 लाख रुपए उपलब्ध कराए गए। इस तरह एक परिवार और व्यक्ति को गरीबी रेखा से ऊपर उठाने के लिए अलग–अलग ठोस कदम उठाए गए।: [31, 177, 275, 810]
- story2-intro: अपने कार्टून्स से लोगों के चेहरे पर मुस्कान लाने वाले श्री कॉमन मैनश के निर्माता आर के लक्ष्मण का 24 अक्टूबर को जन्म हुआ था। आर के लक्ष्मण ने अपने कार्टून्स से समाज के आम लोगों की आवाज को उठाने का काम किया था। वह अपने कार्टून्स के: [23, 1204, 528, 1254]
- story3-column-3: अमानक दवाएं भी प्रदेश में सरकारी अस्पतालों में मरीजों को वितरित की जा रही हैं। सीएजी की रिपोर्ट के अनुसार प्रदेश में 68 अमानक दवाएं आज भी सरकारी अस्पतालों में मरीजों को दी जा रही हैं। इन दवाओं में गर्भवती महिलाओं को ऑपरेशन से पहले और बाद में दी जाने वाली दवा, प्रसव के बाद की दवा, फेंफड़ों और सूजन को रोकने की दवा, रक्त संबंधी गड़बड़ी को रोकने के लिए दी जाने वाली दवा, हार्ट अटैक के समय आपात स्थिति में दी जाने वाली दवा, बीमारी के रोकथाम की दवा और किडनी के मरीजों को दी जाने वाली दवा शामिल है। भाजपा सरकार का रवैया कितना लापरवाह है, उसका प्रमाण यह है कि इन अमानक दवाओं का उत्पादन करने वाली कंपनियों को ब्लैकलिस्टेड करने का भी फरमान जारी किया गया है। प्रदेश के अस्पतालों और सार्वजनिक स्वास्थ्य ढांचे की स्थिति भाजपा राज में बद से बदतर होती जा रही है। प्रदेश के पश्चिमी भाग मालवा और निमाड़ में इंदौर का एम वाई अस्पताल सबसे बड़ा है। कुछ समय पहले इसी अस्पताल में चूहों ने दो नवजात शिशुओं को कुतर दिया था, जिससे उनकी मृत्यु हो गई थी। मगर अस्पताल प्रबंधन ने इस बात से इंकार कर दिया था। लेकिन यह घटना अखबारों में आ गई। अभी प्रदेश के सबसे बड़े अस्पताल में चूहों का डर दिखाई देता है। प्रदेश के उत्तर प्रदेश में ग्वालियर के जयारोग्य अस्पताल में चूहों का आतंक इतना है कि ग्वालियर, भिंड, मुरैना, शिवपुरी, दतिया सहित उत्तर प्रदेश के कई जिलों से मरीज आते हैं।: [1037, 1660, 1281, 2121]
- story3-headline: मध्यप्रदेशः बीमारू प्रदेश से मृत्यु प्रदेश तक!: [538, 1062, 1328, 1121]
